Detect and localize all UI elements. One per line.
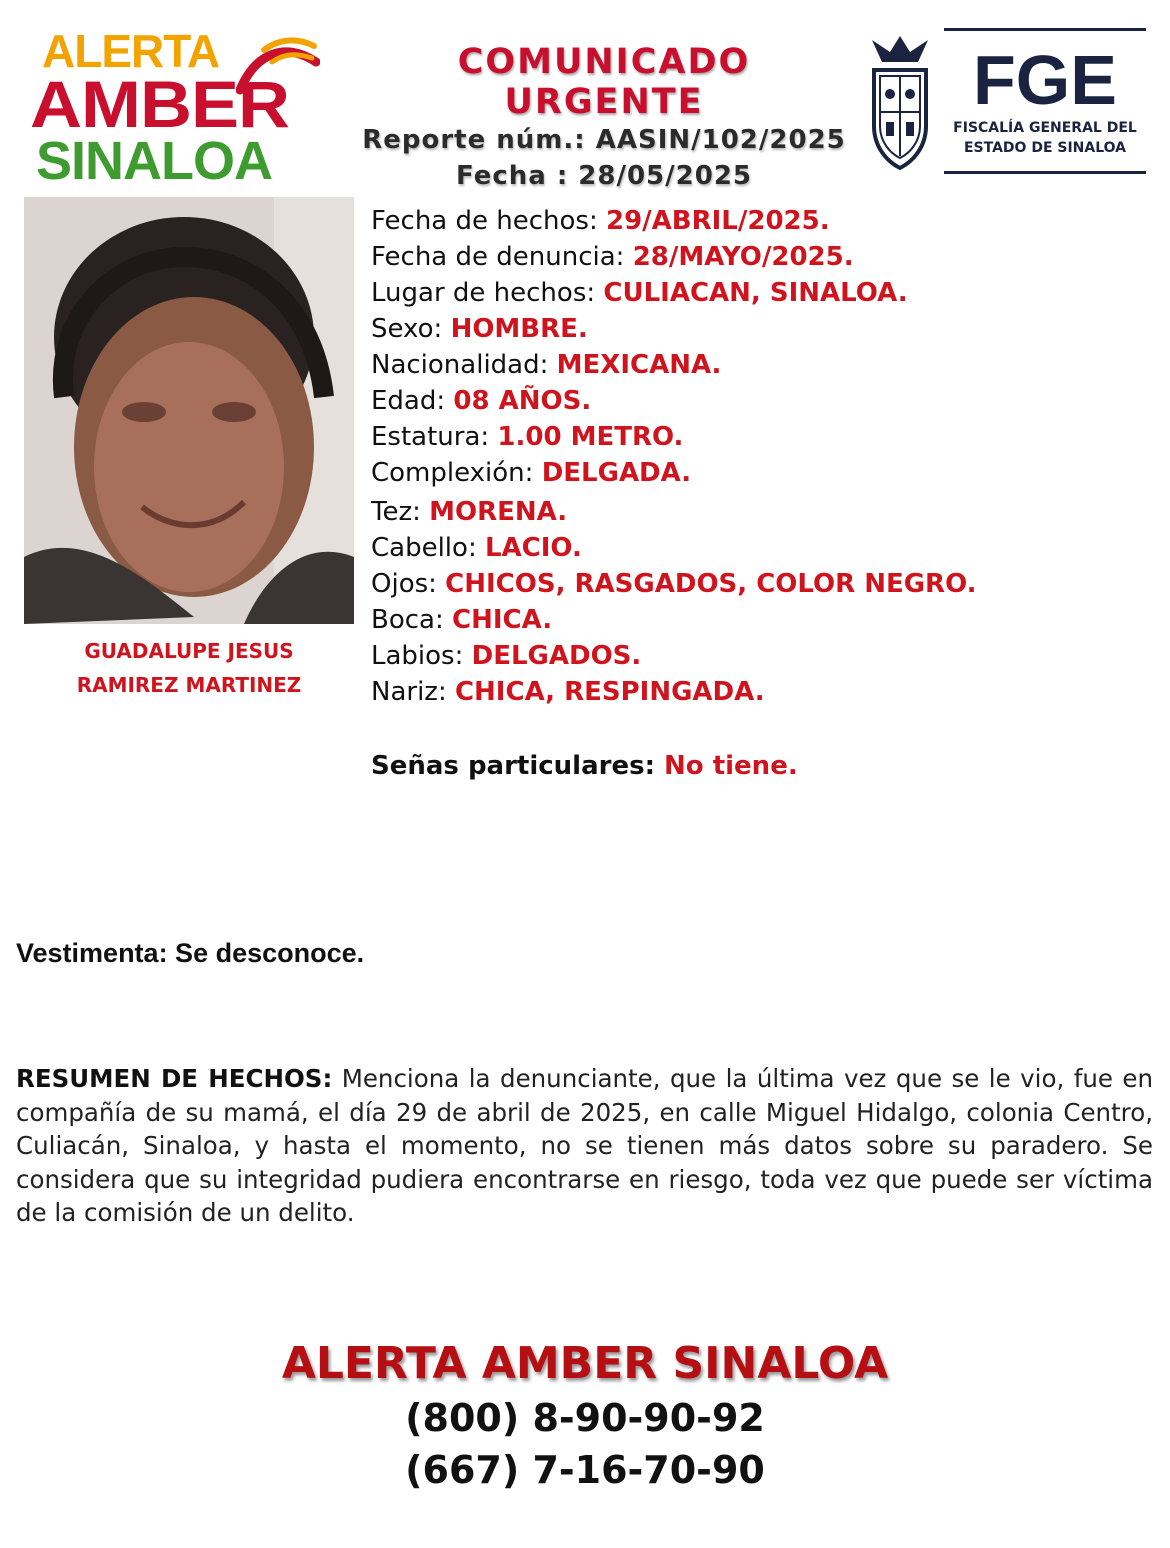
- field-labios: Labios: DELGADOS.: [371, 641, 642, 671]
- header-block: [352, 42, 856, 194]
- resumen-label: RESUMEN DE HECHOS:: [16, 1064, 333, 1093]
- fge-logo: [944, 28, 1146, 174]
- logo-line-sinaloa: SINALOA: [36, 131, 272, 191]
- phone-number-2[interactable]: (667) 7-16-70-90: [405, 1448, 765, 1492]
- sinaloa-seal-icon: [864, 26, 936, 174]
- missing-person-name: [24, 634, 354, 702]
- field-sexo: Sexo: HOMBRE.: [371, 314, 588, 344]
- field-senas-particulares: Señas particulares: No tiene.: [371, 751, 798, 781]
- fge-acronym: FGE: [973, 41, 1117, 119]
- report-number: Reporte núm.: AASIN/102/2025: [362, 125, 846, 155]
- resumen-de-hechos: [16, 1062, 1153, 1230]
- name-line-2: RAMIREZ MARTINEZ: [76, 673, 302, 697]
- portrait-illustration: [24, 197, 354, 624]
- footer-title: ALERTA AMBER SINALOA: [281, 1338, 889, 1389]
- resumen-text: Menciona la denunciante, que la última vez que se le vio, fue en compañía de su mamá, el día 29 de abril de 2025, en calle Miguel Hidalgo, colonia Centro, Culiacán, Sinaloa, y hasta el momento, no se tienen más datos sobre su paradero. Se considera que su integridad pudiera encontrarse en riesgo, toda vez que puede ser víctima de la comisión de un delito.: [16, 1064, 1153, 1227]
- field-estatura: Estatura: 1.00 METRO.: [371, 422, 684, 452]
- field-nariz: Nariz: CHICA, RESPINGADA.: [371, 677, 765, 707]
- description-fields: [371, 203, 976, 710]
- logo-line-amber: AMBER: [30, 68, 289, 142]
- footer-contact: [0, 1336, 1170, 1496]
- phone-number-1[interactable]: (800) 8-90-90-92: [405, 1396, 765, 1440]
- name-line-1: GUADALUPE JESUS: [84, 639, 294, 663]
- missing-person-photo: [24, 197, 354, 624]
- logo-line-alerta: ALERTA: [42, 25, 220, 77]
- field-boca: Boca: CHICA.: [371, 605, 553, 635]
- field-cabello: Cabello: LACIO.: [371, 533, 582, 563]
- field-vestimenta: Vestimenta: Se desconoce.: [16, 938, 365, 968]
- field-fecha-denuncia: Fecha de denuncia: 28/MAYO/2025.: [371, 242, 854, 272]
- field-complexion: Complexión: DELGADA.: [371, 458, 692, 488]
- field-ojos: Ojos: CHICOS, RASGADOS, COLOR NEGRO.: [371, 569, 977, 599]
- field-edad: Edad: 08 AÑOS.: [371, 386, 592, 416]
- report-date: Fecha : 28/05/2025: [455, 161, 753, 191]
- field-nacionalidad: Nacionalidad: MEXICANA.: [371, 350, 722, 380]
- logo-swoosh-icon: [236, 32, 320, 102]
- fge-subtitle-2: ESTADO DE SINALOA: [963, 140, 1127, 156]
- alerta-amber-logo: [28, 25, 318, 191]
- field-lugar-hechos: Lugar de hechos: CULIACAN, SINALOA.: [371, 278, 908, 308]
- page-title: COMUNICADO URGENTE: [457, 42, 751, 122]
- field-fecha-hechos: Fecha de hechos: 29/ABRIL/2025.: [371, 206, 830, 236]
- field-tez: Tez: MORENA.: [371, 497, 568, 527]
- fge-subtitle-1: FISCALÍA GENERAL DEL: [953, 120, 1137, 136]
